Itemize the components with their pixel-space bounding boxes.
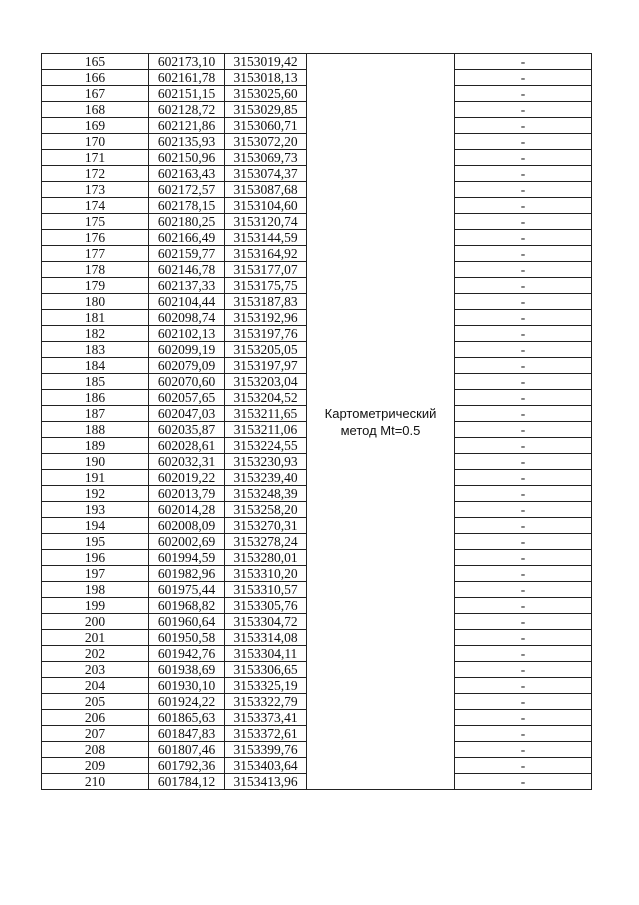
note-cell: - [455, 230, 592, 246]
note-cell: - [455, 166, 592, 182]
point-number-cell: 205 [42, 694, 149, 710]
note-cell: - [455, 422, 592, 438]
note-cell: - [455, 646, 592, 662]
note-cell: - [455, 406, 592, 422]
x-coordinate-cell: 602135,93 [149, 134, 225, 150]
x-coordinate-cell: 602013,79 [149, 486, 225, 502]
x-coordinate-cell: 601792,36 [149, 758, 225, 774]
note-cell: - [455, 358, 592, 374]
note-cell: - [455, 614, 592, 630]
x-coordinate-cell: 602019,22 [149, 470, 225, 486]
point-number-cell: 185 [42, 374, 149, 390]
y-coordinate-cell: 3153314,08 [225, 630, 307, 646]
y-coordinate-cell: 3153305,76 [225, 598, 307, 614]
x-coordinate-cell: 602146,78 [149, 262, 225, 278]
x-coordinate-cell: 602178,15 [149, 198, 225, 214]
point-number-cell: 190 [42, 454, 149, 470]
x-coordinate-cell: 602150,96 [149, 150, 225, 166]
x-coordinate-cell: 602102,13 [149, 326, 225, 342]
x-coordinate-cell: 601968,82 [149, 598, 225, 614]
y-coordinate-cell: 3153230,93 [225, 454, 307, 470]
y-coordinate-cell: 3153192,96 [225, 310, 307, 326]
note-cell: - [455, 310, 592, 326]
point-number-cell: 208 [42, 742, 149, 758]
x-coordinate-cell: 602032,31 [149, 454, 225, 470]
note-cell: - [455, 438, 592, 454]
note-cell: - [455, 678, 592, 694]
y-coordinate-cell: 3153310,57 [225, 582, 307, 598]
note-cell: - [455, 54, 592, 70]
note-cell: - [455, 758, 592, 774]
x-coordinate-cell: 601865,63 [149, 710, 225, 726]
note-cell: - [455, 70, 592, 86]
x-coordinate-cell: 601994,59 [149, 550, 225, 566]
x-coordinate-cell: 602180,25 [149, 214, 225, 230]
y-coordinate-cell: 3153205,05 [225, 342, 307, 358]
point-number-cell: 169 [42, 118, 149, 134]
note-cell: - [455, 390, 592, 406]
point-number-cell: 210 [42, 774, 149, 790]
point-number-cell: 207 [42, 726, 149, 742]
note-cell: - [455, 86, 592, 102]
x-coordinate-cell: 601924,22 [149, 694, 225, 710]
x-coordinate-cell: 602128,72 [149, 102, 225, 118]
x-coordinate-cell: 602173,10 [149, 54, 225, 70]
point-number-cell: 172 [42, 166, 149, 182]
y-coordinate-cell: 3153019,42 [225, 54, 307, 70]
x-coordinate-cell: 602161,78 [149, 70, 225, 86]
note-cell: - [455, 134, 592, 150]
note-cell: - [455, 294, 592, 310]
note-cell: - [455, 694, 592, 710]
y-coordinate-cell: 3153211,06 [225, 422, 307, 438]
y-coordinate-cell: 3153175,75 [225, 278, 307, 294]
note-cell: - [455, 342, 592, 358]
point-number-cell: 181 [42, 310, 149, 326]
point-number-cell: 170 [42, 134, 149, 150]
y-coordinate-cell: 3153224,55 [225, 438, 307, 454]
y-coordinate-cell: 3153104,60 [225, 198, 307, 214]
point-number-cell: 187 [42, 406, 149, 422]
note-cell: - [455, 662, 592, 678]
x-coordinate-cell: 601847,83 [149, 726, 225, 742]
y-coordinate-cell: 3153270,31 [225, 518, 307, 534]
note-cell: - [455, 630, 592, 646]
note-cell: - [455, 774, 592, 790]
x-coordinate-cell: 601938,69 [149, 662, 225, 678]
point-number-cell: 166 [42, 70, 149, 86]
y-coordinate-cell: 3153029,85 [225, 102, 307, 118]
note-cell: - [455, 102, 592, 118]
y-coordinate-cell: 3153399,76 [225, 742, 307, 758]
table-row [42, 54, 592, 70]
point-number-cell: 197 [42, 566, 149, 582]
note-cell: - [455, 710, 592, 726]
y-coordinate-cell: 3153258,20 [225, 502, 307, 518]
y-coordinate-cell: 3153373,41 [225, 710, 307, 726]
y-coordinate-cell: 3153306,65 [225, 662, 307, 678]
point-number-cell: 184 [42, 358, 149, 374]
y-coordinate-cell: 3153248,39 [225, 486, 307, 502]
point-number-cell: 175 [42, 214, 149, 230]
method-cell [307, 54, 455, 790]
note-cell: - [455, 534, 592, 550]
point-number-cell: 204 [42, 678, 149, 694]
note-cell: - [455, 262, 592, 278]
note-cell: - [455, 518, 592, 534]
y-coordinate-cell: 3153310,20 [225, 566, 307, 582]
y-coordinate-cell: 3153069,73 [225, 150, 307, 166]
note-cell: - [455, 198, 592, 214]
y-coordinate-cell: 3153413,96 [225, 774, 307, 790]
point-number-cell: 176 [42, 230, 149, 246]
point-number-cell: 188 [42, 422, 149, 438]
x-coordinate-cell: 602035,87 [149, 422, 225, 438]
y-coordinate-cell: 3153304,72 [225, 614, 307, 630]
point-number-cell: 196 [42, 550, 149, 566]
x-coordinate-cell: 601950,58 [149, 630, 225, 646]
point-number-cell: 206 [42, 710, 149, 726]
point-number-cell: 202 [42, 646, 149, 662]
y-coordinate-cell: 3153187,83 [225, 294, 307, 310]
point-number-cell: 177 [42, 246, 149, 262]
point-number-cell: 178 [42, 262, 149, 278]
y-coordinate-cell: 3153018,13 [225, 70, 307, 86]
note-cell: - [455, 550, 592, 566]
y-coordinate-cell: 3153211,65 [225, 406, 307, 422]
point-number-cell: 203 [42, 662, 149, 678]
point-number-cell: 192 [42, 486, 149, 502]
note-cell: - [455, 486, 592, 502]
x-coordinate-cell: 602002,69 [149, 534, 225, 550]
y-coordinate-cell: 3153144,59 [225, 230, 307, 246]
x-coordinate-cell: 602057,65 [149, 390, 225, 406]
x-coordinate-cell: 602028,61 [149, 438, 225, 454]
note-cell: - [455, 214, 592, 230]
x-coordinate-cell: 602099,19 [149, 342, 225, 358]
point-number-cell: 186 [42, 390, 149, 406]
point-number-cell: 174 [42, 198, 149, 214]
note-cell: - [455, 566, 592, 582]
y-coordinate-cell: 3153120,74 [225, 214, 307, 230]
y-coordinate-cell: 3153280,01 [225, 550, 307, 566]
y-coordinate-cell: 3153177,07 [225, 262, 307, 278]
x-coordinate-cell: 602121,86 [149, 118, 225, 134]
note-cell: - [455, 374, 592, 390]
note-cell: - [455, 726, 592, 742]
note-cell: - [455, 278, 592, 294]
x-coordinate-cell: 601982,96 [149, 566, 225, 582]
x-coordinate-cell: 601784,12 [149, 774, 225, 790]
point-number-cell: 199 [42, 598, 149, 614]
x-coordinate-cell: 602159,77 [149, 246, 225, 262]
method-label-line1: Картометрический [324, 405, 437, 421]
x-coordinate-cell: 602172,57 [149, 182, 225, 198]
y-coordinate-cell: 3153278,24 [225, 534, 307, 550]
y-coordinate-cell: 3153322,79 [225, 694, 307, 710]
y-coordinate-cell: 3153197,76 [225, 326, 307, 342]
y-coordinate-cell: 3153372,61 [225, 726, 307, 742]
coordinates-table-body [42, 54, 592, 790]
point-number-cell: 209 [42, 758, 149, 774]
point-number-cell: 171 [42, 150, 149, 166]
x-coordinate-cell: 602166,49 [149, 230, 225, 246]
point-number-cell: 180 [42, 294, 149, 310]
x-coordinate-cell: 601942,76 [149, 646, 225, 662]
x-coordinate-cell: 602098,74 [149, 310, 225, 326]
point-number-cell: 200 [42, 614, 149, 630]
note-cell: - [455, 454, 592, 470]
x-coordinate-cell: 601975,44 [149, 582, 225, 598]
point-number-cell: 173 [42, 182, 149, 198]
point-number-cell: 189 [42, 438, 149, 454]
note-cell: - [455, 582, 592, 598]
note-cell: - [455, 470, 592, 486]
x-coordinate-cell: 602137,33 [149, 278, 225, 294]
point-number-cell: 198 [42, 582, 149, 598]
point-number-cell: 179 [42, 278, 149, 294]
x-coordinate-cell: 602070,60 [149, 374, 225, 390]
x-coordinate-cell: 601807,46 [149, 742, 225, 758]
point-number-cell: 195 [42, 534, 149, 550]
note-cell: - [455, 742, 592, 758]
y-coordinate-cell: 3153074,37 [225, 166, 307, 182]
method-label-line2: метод Mt=0.5 [340, 422, 421, 438]
y-coordinate-cell: 3153239,40 [225, 470, 307, 486]
note-cell: - [455, 326, 592, 342]
point-number-cell: 194 [42, 518, 149, 534]
point-number-cell: 168 [42, 102, 149, 118]
x-coordinate-cell: 601930,10 [149, 678, 225, 694]
point-number-cell: 201 [42, 630, 149, 646]
x-coordinate-cell: 602163,43 [149, 166, 225, 182]
y-coordinate-cell: 3153025,60 [225, 86, 307, 102]
note-cell: - [455, 502, 592, 518]
x-coordinate-cell: 602079,09 [149, 358, 225, 374]
y-coordinate-cell: 3153060,71 [225, 118, 307, 134]
note-cell: - [455, 118, 592, 134]
y-coordinate-cell: 3153403,64 [225, 758, 307, 774]
y-coordinate-cell: 3153304,11 [225, 646, 307, 662]
y-coordinate-cell: 3153087,68 [225, 182, 307, 198]
y-coordinate-cell: 3153203,04 [225, 374, 307, 390]
coordinates-table [41, 53, 592, 790]
note-cell: - [455, 246, 592, 262]
point-number-cell: 167 [42, 86, 149, 102]
y-coordinate-cell: 3153197,97 [225, 358, 307, 374]
point-number-cell: 182 [42, 326, 149, 342]
note-cell: - [455, 150, 592, 166]
x-coordinate-cell: 602008,09 [149, 518, 225, 534]
note-cell: - [455, 598, 592, 614]
x-coordinate-cell: 602047,03 [149, 406, 225, 422]
x-coordinate-cell: 602014,28 [149, 502, 225, 518]
x-coordinate-cell: 602151,15 [149, 86, 225, 102]
y-coordinate-cell: 3153072,20 [225, 134, 307, 150]
y-coordinate-cell: 3153204,52 [225, 390, 307, 406]
y-coordinate-cell: 3153325,19 [225, 678, 307, 694]
point-number-cell: 193 [42, 502, 149, 518]
x-coordinate-cell: 602104,44 [149, 294, 225, 310]
note-cell: - [455, 182, 592, 198]
y-coordinate-cell: 3153164,92 [225, 246, 307, 262]
point-number-cell: 183 [42, 342, 149, 358]
point-number-cell: 191 [42, 470, 149, 486]
x-coordinate-cell: 601960,64 [149, 614, 225, 630]
point-number-cell: 165 [42, 54, 149, 70]
